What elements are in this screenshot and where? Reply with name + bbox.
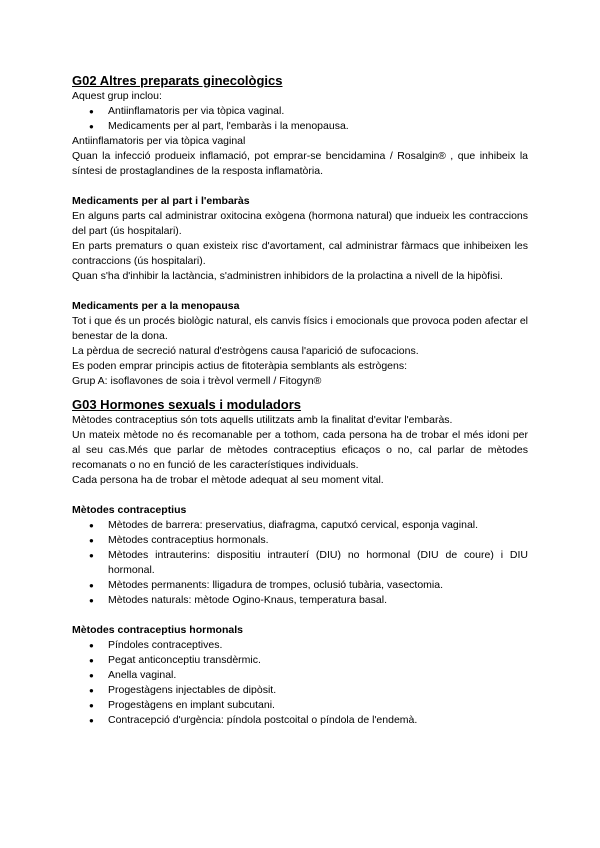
- menopausa-paragraph: La pèrdua de secreció natural d'estrògens causa l'aparició de sufocacions.: [72, 345, 419, 357]
- hormonals-section-title: Mètodes contraceptius hormonals: [72, 624, 243, 636]
- g02-intro: Aquest grup inclou:: [72, 90, 162, 102]
- list-item: ● Progestàgens en implant subcutani.: [108, 698, 528, 713]
- list-item: ● Píndoles contraceptives.: [108, 638, 528, 653]
- list-item: ● Mètodes de barrera: preservatius, diafragma, caputxó cervical, esponja vaginal.: [108, 518, 528, 533]
- list-item: ● Mètodes permanents: lligadura de trompes, oclusió tubària, vasectomia.: [108, 578, 528, 593]
- antiinflamatoris-text: Quan la infecció produeix inflamació, pot emprar-se bencidamina / Rosalgin® , que inhibeix la síntesi de prostaglandines de la resposta inflamatòria.: [72, 150, 528, 177]
- g02-list: [72, 104, 528, 134]
- list-item: ● Contracepció d'urgència: píndola postcoital o píndola de l'endemà.: [108, 713, 528, 728]
- list-item: ● Mètodes contraceptius hormonals.: [108, 533, 528, 548]
- menopausa-section-title: Medicaments per a la menopausa: [72, 300, 240, 312]
- g03-paragraph: Un mateix mètode no és recomanable per a tothom, cada persona ha de trobar el més idoni per al seu cas.Més que parlar de mètodes contraceptius eficaços o no, cal parlar de mètodes recomanats o no en funció de les característiques individuals.: [72, 429, 528, 471]
- metodes-list: [72, 518, 528, 608]
- metodes-section-title: Mètodes contraceptius: [72, 504, 187, 516]
- part-paragraph: Quan s'ha d'inhibir la lactància, s'administren inhibidors de la prolactina a nivell de la hipòfisi.: [72, 270, 503, 282]
- list-item: ● Anella vaginal.: [108, 668, 528, 683]
- part-section-title: Medicaments per al part i l'embaràs: [72, 195, 250, 207]
- menopausa-paragraph: Es poden emprar principis actius de fitoteràpia semblants als estrògens:: [72, 360, 408, 372]
- list-item: ● Antiinflamatoris per via tòpica vaginal.: [108, 104, 528, 119]
- part-paragraph: En parts prematurs o quan existeix risc d'avortament, cal administrar fàrmacs que inhibeixen les contraccions (ús hospitalari).: [72, 240, 528, 267]
- g03-paragraph: Cada persona ha de trobar el mètode adequat al seu moment vital.: [72, 474, 384, 486]
- g03-heading: G03 Hormones sexuals i moduladors: [72, 397, 302, 412]
- antiinflamatoris-title: Antiinflamatoris per via tòpica vaginal: [72, 135, 246, 147]
- part-paragraph: En alguns parts cal administrar oxitocina exògena (hormona natural) que indueix les contraccions del part (ús hospitalari).: [72, 210, 528, 237]
- g02-heading: G02 Altres preparats ginecològics: [72, 73, 283, 88]
- list-item: ● Mètodes naturals: mètode Ogino-Knaus, temperatura basal.: [108, 593, 528, 608]
- list-item: ● Mètodes intrauterins: dispositiu intrauterí (DIU) no hormonal (DIU de coure) i DIU hormonal.: [108, 548, 528, 578]
- menopausa-paragraph: Grup A: isoflavones de soia i trèvol vermell / Fitogyn®: [72, 375, 322, 387]
- list-item: ● Progestàgens injectables de dipòsit.: [108, 683, 528, 698]
- list-item: ● Medicaments per al part, l'embaràs i la menopausa.: [108, 119, 528, 134]
- menopausa-paragraph: Tot i que és un procés biològic natural, els canvis físics i emocionals que provoca poden afectar el benestar de la dona.: [72, 315, 528, 342]
- hormonals-list: [72, 638, 528, 728]
- list-item: ● Pegat anticonceptiu transdèrmic.: [108, 653, 528, 668]
- document-page: [72, 72, 528, 728]
- g03-paragraph: Mètodes contraceptius són tots aquells utilitzats amb la finalitat d'evitar l'embaràs.: [72, 414, 453, 426]
